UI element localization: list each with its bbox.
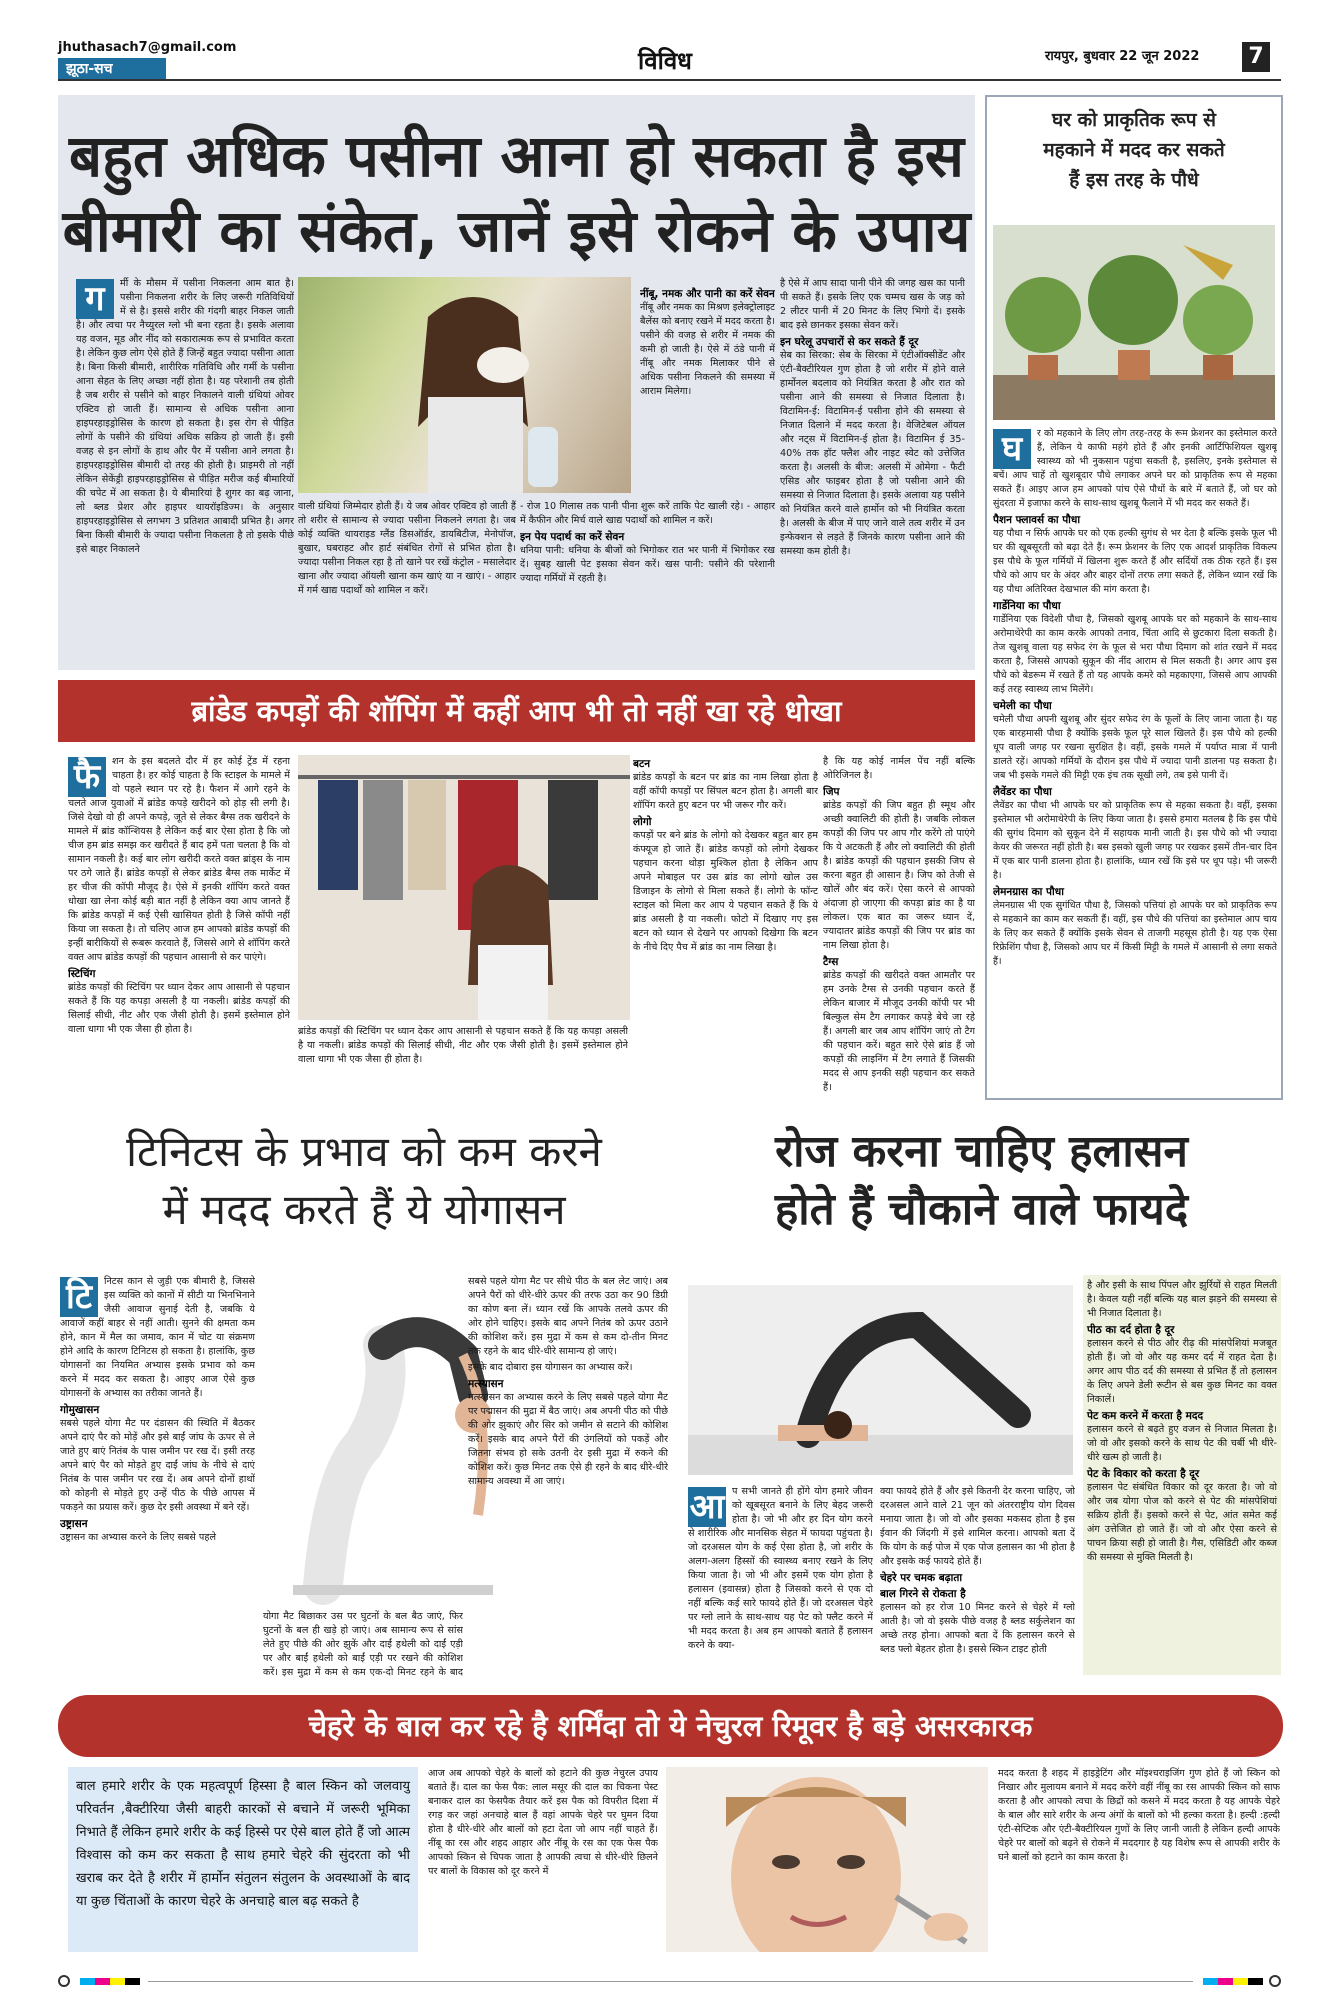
halasana-subhead-hairfall: बाल गिरने से रोकता है <box>880 1588 966 1600</box>
brands-logo-text: कपड़ों पर बने ब्रांड के लोगो को देखकर बहुत बार हम कंफ्यूज हो जाते हैं। ब्रांडेड कपड़ों को लोगो देखकर पहचान करना थोड़ा मुश्किल होता है लेकिन आप अपने मोबाइल पर उस ब्रांड का लोगो खोल उस डिजाइन के लोगो से मिला सकते हैं। लोगो के फॉन्ट स्टाइल को मिला कर आप ये पहचान सकते हैं कि ये ब्रांड असली है या नकली। फोटो में दिखाए गए इस बटन को ध्यान से देखने पर आपको दिखेगा कि बटन के नीचे दिए पैच में ब्रांड का नाम लिखा है। <box>633 830 818 953</box>
sweat-headline-line1: बहुत अधिक पसीना आना हो सकता है इस <box>69 122 964 190</box>
tinnitus-subhead-gomukhasana: गोमुखासन <box>60 1404 100 1416</box>
sweat-col1-text: र्मी के मौसम में पसीना निकलना आम बात है। पसीना निकलना शरीर के लिए जरूरी गतिविधियों में से है। इससे शरीर की गंदगी बाहर निकल जाती है। और त्वचा पर नैच्युरल ग्लो भी बना रहता है। इसके अलावा यह वजन, मूड और नींद को सकारात्मक रूप से प्रभावित करता है। लेकिन कुछ लोग ऐसे होते हैं जिन्हें बहुत ज्यादा पसीना आता है। बिना किसी बीमारी, शारीरिक गतिविधि और गर्मी के पसीना आना सेहत के लिए अच्छा नहीं होता है। यह परेशानी तब होती है जब शरीर से पसीने को बाहर निकालने वाली ग्रंथियां ओवर एक्टिव हो जाती हैं। सामान्य से अधिक पसीना आना हाइपरहाइड्रोसिस के कारण हो सकता है। इस रोग से पीड़ित लोगों के पसीने की ग्रंथियां अधिक सक्रिय हो जाती हैं। इसी वजह से इन लोगों के हाथ और पैर में पसीना आने लगता है। हाइपरहाइड्रोसिस बीमारी दो तरह की होती है। प्राइमरी तो नहीं लेकिन सेकेंड्री हाइपरहाइड्रोसिस से पीड़ित मरीज कई बीमारियों की चपेट में आ सकता है। ये बीमारियां है शुगर का बढ़ जाना, लो ब्लड प्रेशर और हाइपर थायरॉइडिज्म। के अनुसार हाइपरहाइड्रोसिस से लगभग 3 प्रतिशत आबादी प्रभित है। अगर बिना किसी बीमारी के ज्यादा पसीना निकलता है तो इसके पीछे इसे बाहर निकालने <box>76 278 294 555</box>
brands-col3-text: है कि यह कोई नार्मल पेंच नहीं बल्कि ओरिजिनल है। <box>823 756 975 781</box>
halasana-col3d-text: हलासन पेट संबंधित विकार को दूर करता है। जो वो और जब योगा पोज को करने से पेट की मांसपेशियां सक्रिय होती हैं। इसको करने से पेट, आंत समेत कई अंग उत्तेजित हो जाते हैं। जो वो और ऐसा करने से पाचन क्रिया सही हो जाती है। गैस, एसिडिटी और कब्ज की समस्या से मुक्ति मिलती है। <box>1087 1482 1277 1563</box>
sweat-col3b-text: धनिया पानी: धनिया के बीजों को भिगोकर रात भर पानी में भिगोकर रख दें। सुबह खाली पेट इसका सेवन करें। खस पानी: पसीने की परेशानी ज्यादा गर्मियों में रहती है। <box>520 545 775 584</box>
hair-col2-text: आज अब आपको चेहरे के बालों को हटाने की कुछ नेचुरल उपाय बताते हैं। दाल का फेस पैक: लाल मसूर की दाल का चिकना पेस्ट बनाकर दाल का फेसपैक तैयार करें इस पैक को विपरीत दिशा में रगड़ कर जहां अनचाहे बाल हैं वहां आपके चेहरे पर घुमन दिया होता है धीरे-धीरे और बालों को हटा देता जो आप नहीं चाहते हैं। नींबू का रस और शहद आहार और नींबू के रस का एक फेस पैक आपको स्किन से चिपक जाता है आपकी त्वचा से धीरे-धीरे छिलने पर बालों के विकास को दूर करने में <box>428 1768 658 1877</box>
tinnitus-headline-line1: टिनिटस के प्रभाव को कम करने <box>126 1127 602 1176</box>
footer-rule <box>148 1981 1193 1982</box>
sweat-col2-text: वाली ग्रंथियां जिम्मेदार होती हैं। ये जब ओवर एक्टिव हो जाती हैं तो शरीर से सामान्य से ज्यादा पसीना निकलने लगता है। जब कोई व्यक्ति थायराइड ग्लैंड डिसऑर्डर, डायबिटीज, मेनोपॉज, बुखार, घबराहट और हार्ट संबंधित रोगों से प्रभित होता है। ज्यादा पसीना निकल रहा है तो खाने पर रखें कंट्रोल - मसालेदार खाना और ज्यादा ऑयली खाना कम खाएं या न खाएं। - आहार में गर्म खाद्य पदार्थों को शामिल न करें। <box>298 501 516 596</box>
sweat-drinks-subhead: इन पेय पदार्थ का करें सेवन <box>520 531 625 543</box>
tinnitus-subhead-ustrasana: उष्ट्रासन <box>60 1518 88 1530</box>
brands-col2-text: ब्रांडेड कपड़ों की स्टिचिंग पर ध्यान देकर आप आसानी से पहचान सकते हैं कि यह कपड़ा असली है या नकली। ब्रांडेड कपड़ों की सिलाई सीधी, नीट और एक जैसी होती है। इसमें इस्तेमाल होने वाला धागा भी एक जैसा ही होता है। <box>298 1026 628 1065</box>
article-brands <box>58 680 975 1100</box>
tinnitus-subhead-matsyasana: मत्स्यासन <box>468 1378 504 1390</box>
article-plants <box>985 95 1283 1100</box>
sweat-col4-text: है ऐसे में आप सादा पानी पीने की जगह खस का पानी पी सकते हैं। इसके लिए एक चम्मच खस के जड़ को 2 लीटर पानी में 20 मिनट के लिए भिगो दें। इसके बाद इसे छानकर इसका सेवन करें। <box>780 278 965 331</box>
tinnitus-headline-line2: में मदद करते हैं ये योगासन <box>162 1185 566 1234</box>
brands-button-subhead: बटन <box>633 758 651 770</box>
halasana-col1-text: प सभी जानते ही होंगे योग हमारे जीवन को खूबसूरत बनाने के लिए बेहद जरूरी होता है। जो भी और हर दिन योग करने से शारीरिक और मानसिक सेहत में फायदा पहुंचता है। जो दरअसल योग के कई ऐसा होता है, जो शरीर के अलग-अलग हिस्सों की स्वास्थ्य बनाए रखने के लिए किया जाता है। जो भी और इसमें एक योग होता है हलासन (इवासन्न) होता है जिसको करने से एक दो नहीं बल्कि कई सारे फायदे होते हैं। जो दरअसल चेहरे पर ग्लो लाने के साथ-साथ यह पेट को फ्लैट करने में भी मदद करता है। अब हम आपको बताते हैं हलासन करने के क्या- <box>688 1486 873 1651</box>
halasana-headline-line2: होते हैं चौकाने वाले फायदे <box>774 1184 1189 1235</box>
hair-column-3 <box>998 1767 1280 1952</box>
plants-title-line1: घर को प्राकृतिक रूप से <box>1051 109 1217 131</box>
sweat-column-1 <box>76 277 294 662</box>
plants-title-line2: महकाने में मदद कर सकते <box>1043 139 1225 161</box>
article-hair <box>58 1695 1283 1960</box>
sweat-col3-text: - रोज 10 गिलास तक पानी पीना शुरू करें ताकि पेट खाली रहे। - आहार में कैफीन और मिर्च वाले खाद्य पदार्थों को शामिल न करें। <box>520 501 775 526</box>
plants-title-line3: हैं इस तरह के पौधे <box>1069 169 1199 191</box>
hair-headline: चेहरे के बाल कर रहे है शर्मिंदा तो ये नेचुरल रिमूवर है बड़े असरकारक <box>58 1695 1283 1757</box>
brands-stitch-subhead: स्टिचिंग <box>68 968 96 980</box>
brands-column-1 <box>68 755 290 1095</box>
brands-headline: ब्रांडेड कपड़ों की शॉपिंग में कहीं आप भी तो नहीं खा रहे धोखा <box>58 680 975 742</box>
plants-photo <box>993 225 1275 420</box>
brands-photo <box>298 755 630 1020</box>
brands-stitch-text: ब्रांडेड कपड़ों की स्टिचिंग पर ध्यान देकर आप आसानी से पहचान सकते हैं कि यह कपड़ा असली है या नकली। ब्रांडेड कपड़ों की सिलाई सीधी, नीट और एक जैसी होती है। इसमें इस्तेमाल होने वाला धागा भी एक जैसा ही होता है। <box>68 982 290 1035</box>
halasana-subhead-belly: पेट कम करने में करता है मदद <box>1087 1410 1204 1422</box>
article-tinnitus <box>58 1115 670 1680</box>
halasana-col2b-text: हलासन को हर रोज 10 मिनट करने से चेहरे में ग्लो आती है। जो वो इसके पीछे वजह है ब्लड सर्कुलेशन का अच्छे तरह होना। आपको बता दें कि हलासन करने से ब्लड फ्लो बेहतर होता है। इससे स्किन टाइट होती <box>880 1602 1075 1655</box>
tinnitus-column-1 <box>60 1275 255 1675</box>
tinnitus-col3b-text: इसके बाद दोबारा इस योगासन का अभ्यास करें। <box>468 1362 633 1373</box>
halasana-column-3 <box>1083 1275 1281 1675</box>
sweat-column-2 <box>298 500 516 662</box>
halasana-headline-line1: रोज करना चाहिए हलासन <box>775 1126 1188 1177</box>
halasana-subhead-back: पीठ का दर्द होता है दूर <box>1087 1324 1175 1336</box>
masthead-section: विविध <box>638 47 692 75</box>
article-sweat <box>58 95 975 670</box>
sweat-photo <box>298 277 631 493</box>
hair-col3-text: मदद करता है शहद में हाइड्रेटिंग और मॉइश्चराइजिंग गुण होते हैं जो स्किन को निखार और मुलायम बनाने में मदद करेंगे वहीं नींबू का रस आपकी स्किन को साफ करता है और आपको त्वचा के छिद्रों को कसने में मदद करता है यह आपके चेहरे के बाल और सारे शरीर के अन्य अंगों के बालों को भी हल्का करता है। हल्दी :हल्दी एंटी-सेप्टिक और एंटी-बैक्टीरियल गुणों के लिए जानी जाती है लेकिन हल्दी आपके चेहरे पर बालों को बढ़ने से रोकने में मददगार है यह विशेष रूप से आपकी शरीर के घने बालों को हटाने का काम करता है। <box>998 1768 1280 1863</box>
sweat-lemon-text: नींबू और नमक का मिश्रण इलेक्ट्रोलाइट बैलेंस को बनाए रखने में मदद करता है। पसीने की वजह से शरीर में नमक की कमी हो जाती है। ऐसे में ठंडे पानी में नींबू और नमक मिलाकर पीने से अधिक पसीना निकलने की समस्या में आराम मिलेगा। <box>640 302 775 397</box>
color-bar-right-icon <box>1203 1978 1263 1985</box>
sweat-headline-line2: बीमारी का संकेत, जानें इसे रोकने के उपाय <box>62 197 971 265</box>
sweat-column-4 <box>780 277 965 662</box>
masthead-email: jhuthasach7@gmail.com <box>58 40 237 55</box>
plants-subhead-lemongrass: लेमनग्रास का पौधा <box>993 886 1064 898</box>
halasana-col2-text: क्या फायदे होते हैं और इसे कितनी देर करना चाहिए, जो दरअसल आने वाले 21 जून को अंतरराष्ट्रीय योग दिवस मनाया जाता है। जो वो और इसका मकसद होता है इस ईवान की जिंदगी में इसे शामिल करना। आपको बता दें कि योग के कई पोज में एक पोज हलासन का भी होता है और इसके कई फायदे होते हैं। <box>880 1486 1075 1567</box>
halasana-subhead-stomach: पेट के विकार को करता है दूर <box>1087 1468 1200 1480</box>
sweat-lemon-subhead: नींबू, नमक और पानी का करें सेवन <box>640 288 775 300</box>
tinnitus-col3-text: सबसे पहले योगा मैट पर सीधे पीठ के बल लेट जाएं। अब अपने पैरों को धीरे-धीरे ऊपर की तरफ उठा कर 90 डिग्री का कोण बना लें। ध्यान रखें कि आपके तलवे ऊपर की ओर होने चाहिए। इसके बाद अपने नितंब को ऊपर उठाने की कोशिश करें। इस मुद्रा में कम से कम दो-तीन मिनट तक रहने के बाद धीरे-धीरे सामान्य हो जाएं। <box>468 1276 668 1357</box>
masthead-brand: झूठा-सच <box>58 58 166 80</box>
plants-lemongrass-text: लेमनग्रास भी एक सुगंधित पौधा है, जिसको पत्तियां हो आपके घर को प्राकृतिक रूप से महकाने का काम कर सकती हैं। वहीं, इस पौधे की पत्तियां का इस्तेमाल आप चाय के लिए कर सकते हैं क्योंकि इसके सेवन से ताजगी महसूस होती है। यह एक ऐसा रिफ्रेशिंग पौधा है, जिसको आप घर में किसी मिट्टी के गमले में आसानी से लगा सकते हैं। <box>993 900 1277 967</box>
brands-tags-text: ब्रांडेड कपड़ों की खरीदते वक्त आमतौर पर हम उनके टैग्स से उनकी पहचान करते हैं लेकिन बाजार में मौजूद उनकी कॉपी पर भी बिल्कुल सेम टैग लगाकर कपड़े बेचे जा रहे हैं। अगली बार जब आप शॉपिंग जाएं तो टैग की पहचान करें। बहुत सारे ऐसे ब्रांड हैं जो कपड़ों की लाइनिंग में टैग लगाते हैं जिसकी मदद से आप इनकी सही पहचान कर सकते हैं। <box>823 970 975 1093</box>
article-halasana <box>680 1115 1283 1680</box>
brands-button-section <box>633 755 818 1095</box>
hair-photo <box>666 1767 988 1952</box>
sweat-remedies-subhead: इन घरेलू उपचारों से कर सकते हैं दूर <box>780 336 919 348</box>
masthead-page-number: 7 <box>1242 42 1270 72</box>
halasana-photo <box>688 1285 1073 1475</box>
halasana-col3c-text: हलासन करने से बढ़ते हुए वजन से निजात मिलता है। जो वो और इसको करने के साथ पेट की चर्बी भी धीरे-धीरे खत्म हो जाती है। <box>1087 1424 1277 1463</box>
sweat-lemon-column <box>640 285 775 495</box>
plants-body <box>993 427 1277 1097</box>
brands-dropcap: फै <box>68 757 106 797</box>
plants-subhead-lavender: लैवेंडर का पौधा <box>993 786 1052 798</box>
tinnitus-matsyasana-text: मत्स्यासन का अभ्यास करने के लिए सबसे पहले योगा मैट पर पद्मासन की मुद्रा में बैठ जाएं। अब अपनी पीठ को पीछे की ओर झुकाएं और सिर को जमीन से सटाने की कोशिश करें। इसके बाद अपने पैरों की उंगलियों को पकड़ें और जितना संभव हो सके उतनी देर इसी मुद्रा में रुकने की कोशिश करें। कुछ मिनट तक ऐसे ही रहने के बाद धीरे-धीरे सामान्य अवस्था में आ जाएं। <box>468 1392 668 1487</box>
plow-pose-yoga-illustration <box>688 1285 1073 1475</box>
footer-registration-marks <box>58 1975 1283 1989</box>
halasana-dropcap: आ <box>689 1487 725 1527</box>
halasana-col3-text: है और इसी के साथ पिंपल और झुर्रियों से राहत मिलती है। केवल यही नहीं बल्कि यह बाल झड़ने की समस्या से भी निजात दिलाता है। <box>1087 1280 1277 1319</box>
masthead-dateline: रायपुर, बुधवार 22 जून 2022 <box>1045 49 1200 64</box>
hair-column-2 <box>428 1767 658 1952</box>
plants-dropcap: घ <box>993 429 1031 469</box>
sweat-col4b-text: सेब का सिरका: सेब के सिरका में एंटीऑक्सीडेंट और एंटी-बैक्टीरियल गुण होता है जो शरीर में होने वाले हार्मोनल बदलाव को नियंत्रित करता है और रात को पसीना आने की समस्या से निजात दिलाता है। विटामिन-ई: विटामिन-ई पसीना होने की समस्या से निजात दिलाने में मदद करता है। वेजिटेबल ऑयल और नट्स में विटामिन-ई होता है। विटामिन ई 35-40% तक हॉट फ्लैश और नाइट स्वेट को उत्तेजित करता है। अलसी के बीज: अलसी में ओमेगा - फैटी एसिड और फाइबर होता है जो पसीना आने की समस्या से निजात दिलाता है। इसके अलावा यह पसीने को नियंत्रित करने वाले हार्मोन को भी नियंत्रित करता है। अलसी के बीज में पाए जाने वाले तत्व शरीर में उन इन्फेक्शन से लड़ते हैं जिनके कारण पसीना आने की समस्या कम होती है। <box>780 350 965 557</box>
plants-jasmine-text: चमेली पौधा अपनी खुशबू और सुंदर सफेद रंग के फूलों के लिए जाना जाता है। यह एक बारहमासी पौधा है क्योंकि इसके फूल पूरे साल खिलते हैं। इस पौधे को हल्की धूप वाली जगह पर रखना सुरक्षित है। वहीं, इसके गमले में पर्याप्त मात्रा में पानी डालते रहें। आपको गर्मियों के दौरान इस पौधे में ज्यादा पानी डालना पड़ सकता है। जब भी इसके गमले की मिट्टी एक इंच तक सूखी लगे, तब इसे पानी दें। <box>993 714 1277 781</box>
plants-subhead-jasmine: चमेली का पौधा <box>993 700 1052 712</box>
sweat-column-3 <box>520 500 775 662</box>
masthead <box>0 0 1323 80</box>
color-bar-left-icon <box>80 1978 140 1985</box>
tinnitus-column-3 <box>468 1275 668 1675</box>
potted-plants-illustration <box>993 225 1275 420</box>
tinnitus-col2-text: योगा मैट बिछाकर उस पर घुटनों के बल बैठ जाएं, फिर घुटनों के बल ही खड़े हो जाएं। अब सामान्य रूप से सांस लेते हुए पीछे की ओर झुकें और दाईं हथेली को दाईं एड़ी पर और बाईं हथेली को बाईं एड़ी पर रखने की कोशिश करें। इस मुद्रा में कम से कम एक-दो मिनट रहने के बाद <box>263 1611 463 1678</box>
woman-shopping-clothes-illustration <box>298 755 630 1020</box>
hair-intro-text: बाल हमारे शरीर के एक महत्वपूर्ण हिस्सा है बाल स्किन को जलवायु परिवर्तन ,बैक्टीरिया जैसी बाहरी कारकों से बचाने में जरूरी भूमिका निभाते हैं लेकिन हमारे शरीर के कई हिस्से पर ऐसे बाल होते हैं जो आत्म विश्वास को कम कर सकता है साथ हमारे चेहरे की सुंदरता को भी खराब कर देते है शरीर में हार्मोन संतुलन संतुलन के अवस्थाओं के बाद या कुछ चिंताओं के कारण चेहरे के अनचाहे बाल बढ़ सकते है <box>76 1779 410 1909</box>
tinnitus-col1-text: निटस कान से जुड़ी एक बीमारी है, जिससे इस व्यक्ति को कानों में सीटी या भिनभिनाने जैसी आवाज सुनाई देती है, जबकि ये आवाजें कहीं बाहर से नहीं आती। सुनने की क्षमता कम होने, कान में मैल का जमाव, कान में चोट या संक्रमण होने आदि के कारण टिनिटस हो सकता है। हालांकि, कुछ योगासनों का नियमित अभ्यास इसके प्रभाव को कम करने में मदद कर सकता है। आइए आज ऐसे कुछ योगासनों के अभ्यास का तरीका जानते हैं। <box>60 1276 255 1399</box>
brands-button-text: ब्रांडेड कपड़ों के बटन पर ब्रांड का नाम लिखा होता है वहीं कॉपी कपड़ों पर सिंपल बटन होता है। अगली बार शॉपिंग करते हुए बटन पर भी जरूर गौर करें। <box>633 772 818 811</box>
brands-col1-text: शन के इस बदलते दौर में हर कोई ट्रेंड में रहना चाहता है। हर कोई चाहता है कि स्टाइल के मामले में वो पहले स्थान पर रहे है। फैशन में आगे रहने के चलते आज युवाओं में ब्रांडेड कपड़े खरीदने को होड़ सी लगी है। जिसे देखो वो ही अपने कपड़े, जूते से लेकर बैग्स तक खरीदने के मामले में ब्रांड कॉन्शियस है लेकिन कई बार ऐसा होता है कि जो चीज हम ब्रांड समझ कर खरीदते हैं बाद हमें पता चलता है कि वो सामान नकली है। कई बार लोग खरीदी करते वक्त ब्रांड्स के नाम पर ठगे जाते हैं। ब्रांडेड कपड़ों से लेकर ब्रांडेड बैग्स तक मार्केट में हर चीज की कॉपी मौजूद है। ऐसे में इनकी शॉपिंग करते वक्त धोखा खा लेना कोई बड़ी बात नहीं है लेकिन क्या आप जानते हैं कि ब्रांडेड कपड़ों में कई ऐसी खासियत होती है जिसे कॉपी नहीं किया जा सकता है। तो चलिए आज हम आपको ब्रांडेड कपड़ों की इन्हीं बारीकियों से रूबरू करवाते हैं, जिससे आगे से शॉपिंग करते वक्त आप ब्रांडेड कपड़ों की पहचान आसानी से कर पाएंगे। <box>68 756 290 963</box>
plants-gardenia-text: गार्डेनिया एक विदेशी पौधा है, जिसको खुशबू आपके घर को महकाने के साथ-साथ अरोमाथेरेपी का काम करके आपको तनाव, चिंता आदि से छुटकारा दिला सकती है। तेज खुशबू वाला यह सफेद रंग के फूल से भरा पौधा दिमाग को शांत रखने में मदद करता है, जिससे आपको सुकून की नींद आराम से मिल सकती है। अगर आप इस पौधे को बेडरूम में रखते हैं तो यह आपके कमरे को महकाएगा, जिससे आप आपकी कई तरह स्वास्थ्य लाभ मिलेंगे। <box>993 614 1277 695</box>
tinnitus-column-2 <box>263 1610 463 1678</box>
halasana-column-1 <box>688 1485 873 1675</box>
plants-lavender-text: लैवेंडर का पौधा भी आपके घर को प्राकृतिक रूप से महका सकता है। वहीं, इसका इस्तेमाल भी अरोमाथेरेपी के लिए किया जाता है। इससे हमारा मतलब है कि इस पौधे की सुगंध दिमाग को सुकून देने में सहायक मानी जाती है। इस पौधे को भी ज्यादा केयर की जरूरत नहीं होती है। बस इसको खुली जगह पर रखकर इसमें तीन-चार दिन में एक बार पानी डालना होता है। हालांकि, ध्यान रखें कि इसे पर धूप पड़े। भी जरूरी है। <box>993 800 1277 881</box>
woman-wiping-sweat-illustration <box>298 277 631 493</box>
masthead-rule <box>58 79 1281 81</box>
registration-circle-left-icon <box>58 1975 70 1987</box>
brands-zip-text: ब्रांडेड कपड़ों की जिप बहुत ही स्मूथ और अच्छी क्वालिटी की होती है। जबकि लोकल कपड़ों की जिप पर आप गौर करेंगे तो पाएंगे कि ये अटकती हैं और लो क्वालिटी की होती है। ब्रांडेड कपड़ों की पहचान इसकी जिप से करना बहुत ही आसान है। जिप को तेजी से खोलें और बंद करें। ऐसा करने से आपको अंदाजा हो जाएगा की कपड़ा ब्रांड का है या लोकल। एक बात का जरूर ध्यान दें, ज्यादातर ब्रांडेड कपड़ों की जिप पर ब्रांड का नाम लिखा होता है। <box>823 800 975 951</box>
tinnitus-gomukhasana-text: सबसे पहले योगा मैट पर दंडासन की स्थिति में बैठकर अपने दाएं पैर को मोड़ें और इसे बाईं जांघ के ऊपर से ले जाते हुए बाएं नितंब के पास जमीन पर रख दें। इसी तरह अपने बाएं पैर को मोड़ते हुए दाईं जांघ के नीचे से दाएं नितंब के पास जमीन पर रख दें। अब अपने दोनों हाथों को कोहनी से मोड़ते हुए उन्हें पीठ के पीछे आपस में पकड़ने का प्रयास करें। कुछ देर इसी अवस्था में बने रहें। <box>60 1418 255 1513</box>
brands-column-2 <box>298 1025 628 1095</box>
sweat-dropcap: ग <box>76 279 114 319</box>
halasana-col3b-text: हलासन करने से पीठ और रीढ़ की मांसपेशियां मजबूत होती हैं। जो वो और यह कमर दर्द में राहत देता है। अगर आप पीठ दर्द की समस्या से प्रभित हैं तो हलासन के लिए अपने डेली रूटीन से बस कुछ मिनट का वक्त निकालें। <box>1087 1338 1277 1405</box>
brands-logo-subhead: लोगो <box>633 816 652 828</box>
hair-intro-box <box>68 1767 418 1952</box>
brands-zip-subhead: जिप <box>823 786 840 798</box>
halasana-column-2 <box>880 1485 1075 1675</box>
brands-column-4 <box>823 755 975 1095</box>
registration-circle-right-icon <box>1269 1975 1281 1987</box>
plants-subhead-passion: पैशन फ्लावर्स का पौधा <box>993 514 1081 526</box>
brands-tags-subhead: टैग्स <box>823 956 839 968</box>
woman-tweezing-face-illustration <box>666 1767 988 1952</box>
tinnitus-dropcap: टि <box>60 1277 98 1317</box>
tinnitus-ustrasana-text: उष्ट्रासन का अभ्यास करने के लिए सबसे पहले <box>60 1532 216 1543</box>
halasana-subhead-glow: चेहरे पर चमक बढ़ाता <box>880 1572 963 1584</box>
plants-intro: र को महकाने के लिए लोग तरह-तरह के रूम फ्रेशनर का इस्तेमाल करते हैं, लेकिन ये काफी महंगे होते हैं और इनकी आर्टिफिशियल खुशबू स्वास्थ्य को भी नुकसान पहुंचा सकती है, इसलिए, इनके इस्तेमाल से बचें। आप चाहें तो खुशबूदार पौधे लगाकर अपने घर को प्राकृतिक रूप से महका सकते हैं। आइए आज हम आपको पांच ऐसे पौधों के बारे में बताते हैं, जो घर को सुंदरता में इजाफा करने के साथ-साथ खुशबू फैलाने में भी मदद कर सकते हैं। <box>993 428 1277 509</box>
plants-subhead-gardenia: गार्डेनिया का पौधा <box>993 600 1061 612</box>
plants-passion-text: यह पौधा न सिर्फ आपके घर को एक हल्की सुगंध से भर देता है बल्कि इसके फूल भी घर की खूबसूरती को बढ़ा देते हैं। रूम फ्रेशनर के लिए एक आदर्श प्राकृतिक विकल्प इस पौधे के फूल गर्मियों में खिलना शुरू करते हैं और सर्दियों तक ठीक रहते हैं। इस पौधे को आप घर के अंदर और बाहर दोनों तरफ लगा सकते हैं, लेकिन ध्यान रखें कि यह पौधा अतिरिक्त देखभाल की मांग करता है। <box>993 528 1277 595</box>
